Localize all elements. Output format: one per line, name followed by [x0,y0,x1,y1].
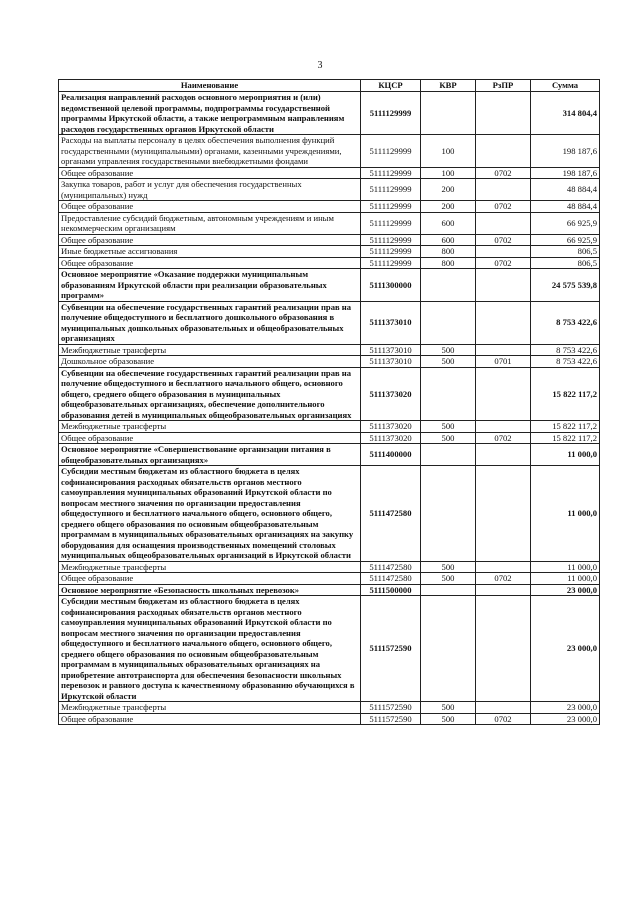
cell-sum: 8 753 422,6 [531,356,600,368]
cell-kcsr: 5111129999 [361,179,421,201]
table-row [59,584,600,596]
table-row [59,167,600,179]
cell-rzpr [476,212,531,234]
header-rzpr: РзПР [476,80,531,92]
table-row [59,344,600,356]
table-row [59,466,600,562]
header-name: Наименование [59,80,361,92]
cell-rzpr [476,301,531,344]
cell-name: Основное мероприятие «Совершенствование организации питания в общеобразовательных организациях» [59,444,361,466]
cell-kcsr: 5111300000 [361,269,421,302]
cell-kvr: 600 [421,212,476,234]
cell-sum: 48 884,4 [531,179,600,201]
table-row [59,367,600,421]
cell-kvr [421,269,476,302]
cell-rzpr [476,344,531,356]
table-row [59,246,600,258]
cell-sum: 11 000,0 [531,444,600,466]
cell-kcsr: 5111129999 [361,212,421,234]
cell-rzpr: 0702 [476,573,531,585]
cell-kcsr: 5111373010 [361,356,421,368]
cell-sum: 23 000,0 [531,702,600,714]
cell-kcsr: 5111373010 [361,301,421,344]
cell-kvr: 500 [421,713,476,725]
cell-sum: 23 000,0 [531,584,600,596]
cell-kvr: 600 [421,234,476,246]
cell-kvr [421,596,476,702]
cell-kcsr: 5111572590 [361,713,421,725]
cell-rzpr: 0702 [476,234,531,246]
cell-kvr: 100 [421,167,476,179]
table-row [59,135,600,168]
cell-rzpr: 0702 [476,201,531,213]
cell-kvr [421,92,476,135]
cell-name: Межбюджетные трансферты [59,344,361,356]
table-body [59,92,600,725]
table-row [59,179,600,201]
cell-name: Основное мероприятие «Оказание поддержки муниципальным образованиям Иркутской области при реализации образовательных программ» [59,269,361,302]
cell-name: Общее образование [59,201,361,213]
cell-kvr: 800 [421,246,476,258]
table-row [59,596,600,702]
table-header-row [59,80,600,92]
cell-rzpr [476,466,531,562]
cell-name: Субсидии местным бюджетам из областного бюджета в целях софинансирования расходных обязательств органов местного самоуправления муниципальных образований Иркутской области по вопросам местного значения по организации предоставления общедоступного и бесплатного начального общего, основного общего, среднего общего образования по основным общеобразовательным программам в муниципальных образовательных организациях на приобретение автотранспорта для обеспечения безопасности школьных перевозок и равного доступа к качественному образованию обучающихся в Иркутской области [59,596,361,702]
cell-rzpr: 0702 [476,257,531,269]
cell-sum: 23 000,0 [531,596,600,702]
cell-name: Межбюджетные трансферты [59,561,361,573]
cell-kvr [421,466,476,562]
cell-kcsr: 5111400000 [361,444,421,466]
cell-rzpr [476,269,531,302]
cell-sum: 8 753 422,6 [531,344,600,356]
cell-sum: 15 822 117,2 [531,432,600,444]
table-row [59,92,600,135]
cell-sum: 15 822 117,2 [531,421,600,433]
cell-rzpr: 0702 [476,432,531,444]
cell-sum: 8 753 422,6 [531,301,600,344]
table-row [59,713,600,725]
page-number: 3 [317,60,323,71]
cell-name: Иные бюджетные ассигнования [59,246,361,258]
cell-kcsr: 5111472580 [361,466,421,562]
cell-kcsr: 5111572590 [361,702,421,714]
table-row [59,257,600,269]
cell-kcsr: 5111129999 [361,92,421,135]
table-row [59,421,600,433]
cell-name: Субвенции на обеспечение государственных гарантий реализации прав на получение общедоступного и бесплатного начального общего, основного общего, среднего общего образования в муниципальных общеобразовательных организациях, обеспечение дополнительного образования детей в муниципальных общеобразовательных организациях [59,367,361,421]
cell-name: Межбюджетные трансферты [59,421,361,433]
table-row [59,444,600,466]
cell-sum: 806,5 [531,246,600,258]
cell-kcsr: 5111472580 [361,573,421,585]
header-sum: Сумма [531,80,600,92]
cell-sum: 48 884,4 [531,201,600,213]
cell-name: Межбюджетные трансферты [59,702,361,714]
cell-rzpr: 0702 [476,167,531,179]
header-kcsr: КЦСР [361,80,421,92]
cell-name: Реализация направлений расходов основного мероприятия и (или) ведомственной целевой программы, подпрограммы государственной программы Иркутской области, а также непрограммным направлениям расходов государственных органов Иркутской области [59,92,361,135]
cell-kvr: 200 [421,179,476,201]
cell-rzpr [476,179,531,201]
cell-kvr: 500 [421,432,476,444]
cell-kvr: 800 [421,257,476,269]
cell-name: Расходы на выплаты персоналу в целях обеспечения выполнения функций государственными (муниципальными) органами, казенными учреждениями, органами управления государственными внебюджетными фондами [59,135,361,168]
cell-sum: 198 187,6 [531,167,600,179]
cell-name: Общее образование [59,432,361,444]
cell-kvr [421,584,476,596]
cell-kcsr: 5111129999 [361,234,421,246]
cell-name: Предоставление субсидий бюджетным, автономным учреждениям и иным некоммерческим организациям [59,212,361,234]
cell-kcsr: 5111129999 [361,167,421,179]
table-row [59,269,600,302]
cell-sum: 314 804,4 [531,92,600,135]
cell-sum: 24 575 539,8 [531,269,600,302]
table-row [59,561,600,573]
cell-rzpr: 0701 [476,356,531,368]
cell-rzpr [476,367,531,421]
cell-name: Дошкольное образование [59,356,361,368]
cell-sum: 66 925,9 [531,234,600,246]
table-row [59,702,600,714]
cell-sum: 198 187,6 [531,135,600,168]
cell-kcsr: 5111373010 [361,344,421,356]
cell-kcsr: 5111129999 [361,246,421,258]
cell-name: Общее образование [59,257,361,269]
cell-kvr [421,444,476,466]
table-row [59,212,600,234]
cell-kvr: 500 [421,573,476,585]
table-row [59,301,600,344]
table-row [59,573,600,585]
cell-kvr: 500 [421,356,476,368]
cell-kvr: 200 [421,201,476,213]
cell-kcsr: 5111129999 [361,135,421,168]
cell-name: Субвенции на обеспечение государственных гарантий реализации прав на получение общедоступного и бесплатного дошкольного образования в муниципальных дошкольных образовательных и общеобразовательных организациях [59,301,361,344]
table-row [59,432,600,444]
cell-name: Основное мероприятие «Безопасность школьных перевозок» [59,584,361,596]
cell-kcsr: 5111500000 [361,584,421,596]
cell-sum: 66 925,9 [531,212,600,234]
cell-kcsr: 5111373020 [361,421,421,433]
cell-kcsr: 5111373020 [361,367,421,421]
cell-rzpr: 0702 [476,713,531,725]
cell-kvr [421,367,476,421]
cell-kvr: 500 [421,421,476,433]
cell-sum: 23 000,0 [531,713,600,725]
cell-kvr: 500 [421,561,476,573]
cell-name: Общее образование [59,713,361,725]
cell-sum: 11 000,0 [531,573,600,585]
cell-rzpr [476,584,531,596]
cell-rzpr [476,561,531,573]
cell-name: Общее образование [59,234,361,246]
cell-rzpr [476,596,531,702]
cell-rzpr [476,246,531,258]
cell-kcsr: 5111129999 [361,257,421,269]
cell-kcsr: 5111373020 [361,432,421,444]
header-kvr: КВР [421,80,476,92]
cell-sum: 11 000,0 [531,561,600,573]
cell-name: Общее образование [59,573,361,585]
budget-table [58,79,600,725]
cell-name: Общее образование [59,167,361,179]
cell-kvr: 500 [421,702,476,714]
cell-kcsr: 5111129999 [361,201,421,213]
cell-sum: 806,5 [531,257,600,269]
cell-sum: 11 000,0 [531,466,600,562]
cell-rzpr [476,702,531,714]
cell-kvr: 500 [421,344,476,356]
cell-rzpr [476,421,531,433]
cell-rzpr [476,135,531,168]
cell-rzpr [476,444,531,466]
cell-kvr [421,301,476,344]
cell-name: Закупка товаров, работ и услуг для обеспечения государственных (муниципальных) нужд [59,179,361,201]
cell-name: Субсидии местным бюджетам из областного бюджета в целях софинансирования расходных обязательств органов местного самоуправления муниципальных образований Иркутской области по вопросам местного значения по организации предоставления общедоступного и бесплатного начального общего, основного общего, среднего общего образования по основным общеобразовательным программам в муниципальных образовательных организациях на закупку оборудования для оснащения производственных помещений столовых муниципальных общеобразовательных организаций в Иркутской области [59,466,361,562]
cell-sum: 15 822 117,2 [531,367,600,421]
table-row [59,356,600,368]
table-row [59,201,600,213]
table-row [59,234,600,246]
cell-kvr: 100 [421,135,476,168]
cell-rzpr [476,92,531,135]
cell-kcsr: 5111572590 [361,596,421,702]
cell-kcsr: 5111472580 [361,561,421,573]
